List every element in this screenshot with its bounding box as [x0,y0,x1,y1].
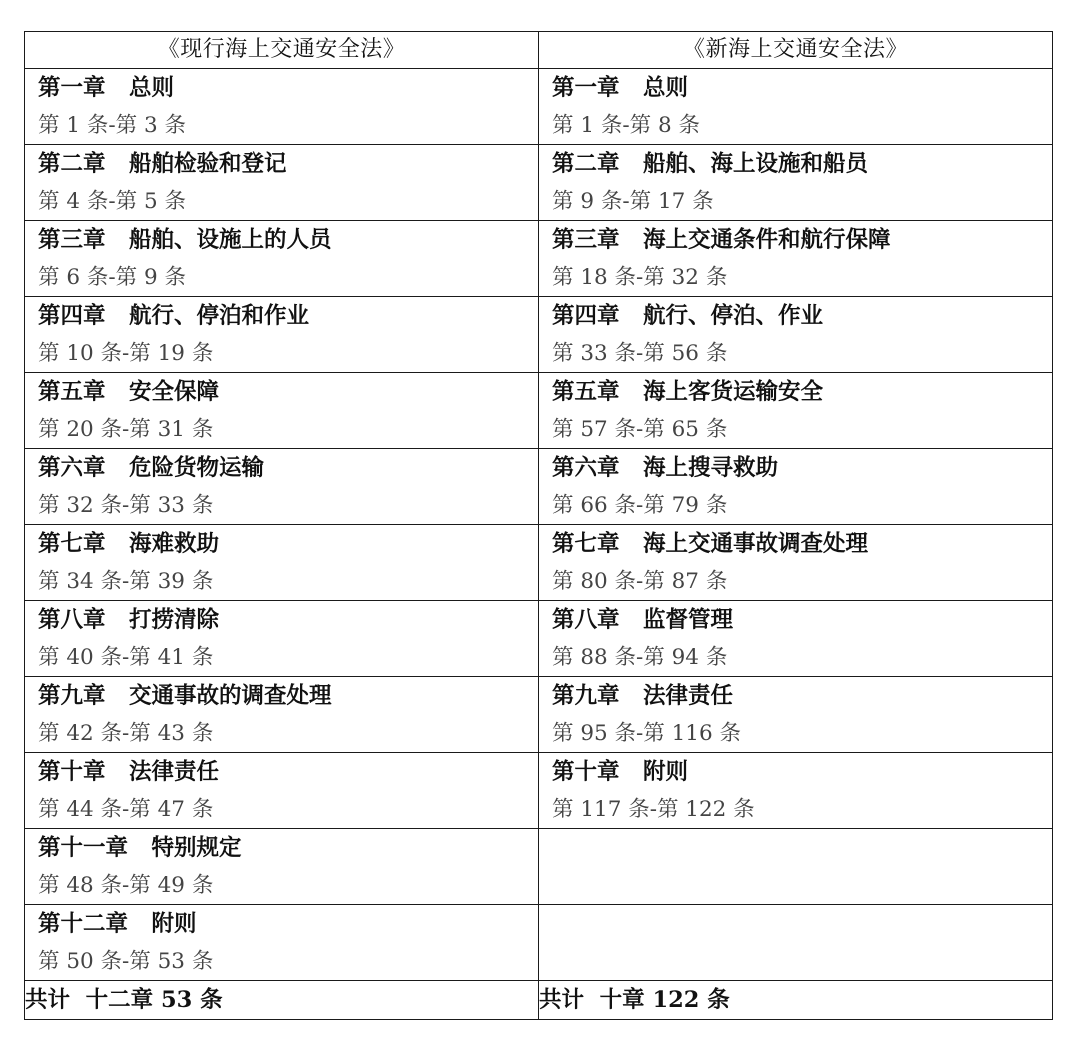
table-row [25,373,1053,449]
chapter-title: 第九章 交通事故的调查处理 [38,683,332,709]
table-row [25,221,1053,297]
chapter-cell-current [25,905,539,981]
table-row [25,753,1053,829]
chapter-cell-new [539,525,1053,601]
chapter-cell-new [539,753,1053,829]
article-range: 第 34 条-第 39 条 [38,569,214,594]
article-range: 第 10 条-第 19 条 [38,341,214,366]
article-range: 第 40 条-第 41 条 [38,645,214,670]
chapter-cell-current [25,297,539,373]
chapter-title: 第一章 总则 [552,75,688,101]
chapter-title: 第一章 总则 [38,75,174,101]
article-range [539,867,1052,904]
article-range: 第 50 条-第 53 条 [38,949,214,974]
table-row [25,297,1053,373]
header-row [25,32,1053,69]
table-row [25,677,1053,753]
chapter-title: 第十章 附则 [552,759,688,785]
chapter-title: 第四章 航行、停泊、作业 [552,303,824,329]
chapter-title: 第二章 船舶、海上设施和船员 [552,151,869,177]
chapter-title: 第八章 打捞清除 [38,607,220,633]
total-new: 共计 十章 122 条 [539,981,1053,1020]
chapter-cell-current [25,829,539,905]
header-new-law: 《新海上交通安全法》 [539,32,1053,69]
chapter-cell-new [539,297,1053,373]
chapter-title: 第十章 法律责任 [38,759,220,785]
chapter-cell-new [539,677,1053,753]
article-range: 第 95 条-第 116 条 [552,721,741,746]
chapter-cell-current [25,69,539,145]
article-range: 第 18 条-第 32 条 [552,265,728,290]
chapter-cell-current [25,601,539,677]
chapter-cell-new [539,905,1053,981]
table-row [25,905,1053,981]
total-current: 共计 十二章 53 条 [25,981,539,1020]
table-row [25,601,1053,677]
article-range: 第 117 条-第 122 条 [552,797,755,822]
article-range [539,943,1052,980]
total-row [25,981,1053,1020]
article-range: 第 88 条-第 94 条 [552,645,728,670]
chapter-cell-current [25,221,539,297]
chapter-title: 第三章 船舶、设施上的人员 [38,227,332,253]
table-row [25,69,1053,145]
article-range: 第 1 条-第 8 条 [552,113,700,138]
chapter-title: 第七章 海上交通事故调查处理 [552,531,869,557]
article-range: 第 44 条-第 47 条 [38,797,214,822]
article-range: 第 57 条-第 65 条 [552,417,728,442]
table-body [25,69,1053,981]
chapter-cell-new [539,601,1053,677]
chapter-cell-new [539,69,1053,145]
table-row [25,449,1053,525]
chapter-title: 第九章 法律责任 [552,683,734,709]
chapter-title [539,829,1052,867]
chapter-cell-current [25,373,539,449]
article-range: 第 80 条-第 87 条 [552,569,728,594]
article-range: 第 9 条-第 17 条 [552,189,714,214]
article-range: 第 33 条-第 56 条 [552,341,728,366]
chapter-title: 第七章 海难救助 [38,531,220,557]
chapter-cell-new [539,829,1053,905]
article-range: 第 66 条-第 79 条 [552,493,728,518]
article-range: 第 1 条-第 3 条 [38,113,186,138]
chapter-title: 第二章 船舶检验和登记 [38,151,287,177]
chapter-cell-current [25,753,539,829]
chapter-title: 第八章 监督管理 [552,607,734,633]
law-comparison-table [24,31,1053,1020]
chapter-cell-new [539,373,1053,449]
chapter-title: 第五章 安全保障 [38,379,220,405]
table-row [25,145,1053,221]
article-range: 第 4 条-第 5 条 [38,189,186,214]
chapter-title [539,905,1052,943]
chapter-cell-new [539,449,1053,525]
chapter-cell-current [25,145,539,221]
header-current-law: 《现行海上交通安全法》 [25,32,539,69]
table-row [25,525,1053,601]
chapter-title: 第四章 航行、停泊和作业 [38,303,310,329]
chapter-cell-new [539,221,1053,297]
article-range: 第 20 条-第 31 条 [38,417,214,442]
chapter-cell-current [25,525,539,601]
article-range: 第 48 条-第 49 条 [38,873,214,898]
chapter-title: 第十一章 特别规定 [38,835,242,861]
chapter-title: 第十二章 附则 [38,911,197,937]
table-row [25,829,1053,905]
chapter-title: 第五章 海上客货运输安全 [552,379,824,405]
article-range: 第 6 条-第 9 条 [38,265,186,290]
chapter-cell-new [539,145,1053,221]
chapter-title: 第六章 海上搜寻救助 [552,455,779,481]
chapter-title: 第六章 危险货物运输 [38,455,265,481]
article-range: 第 32 条-第 33 条 [38,493,214,518]
chapter-cell-current [25,677,539,753]
article-range: 第 42 条-第 43 条 [38,721,214,746]
chapter-cell-current [25,449,539,525]
chapter-title: 第三章 海上交通条件和航行保障 [552,227,891,253]
